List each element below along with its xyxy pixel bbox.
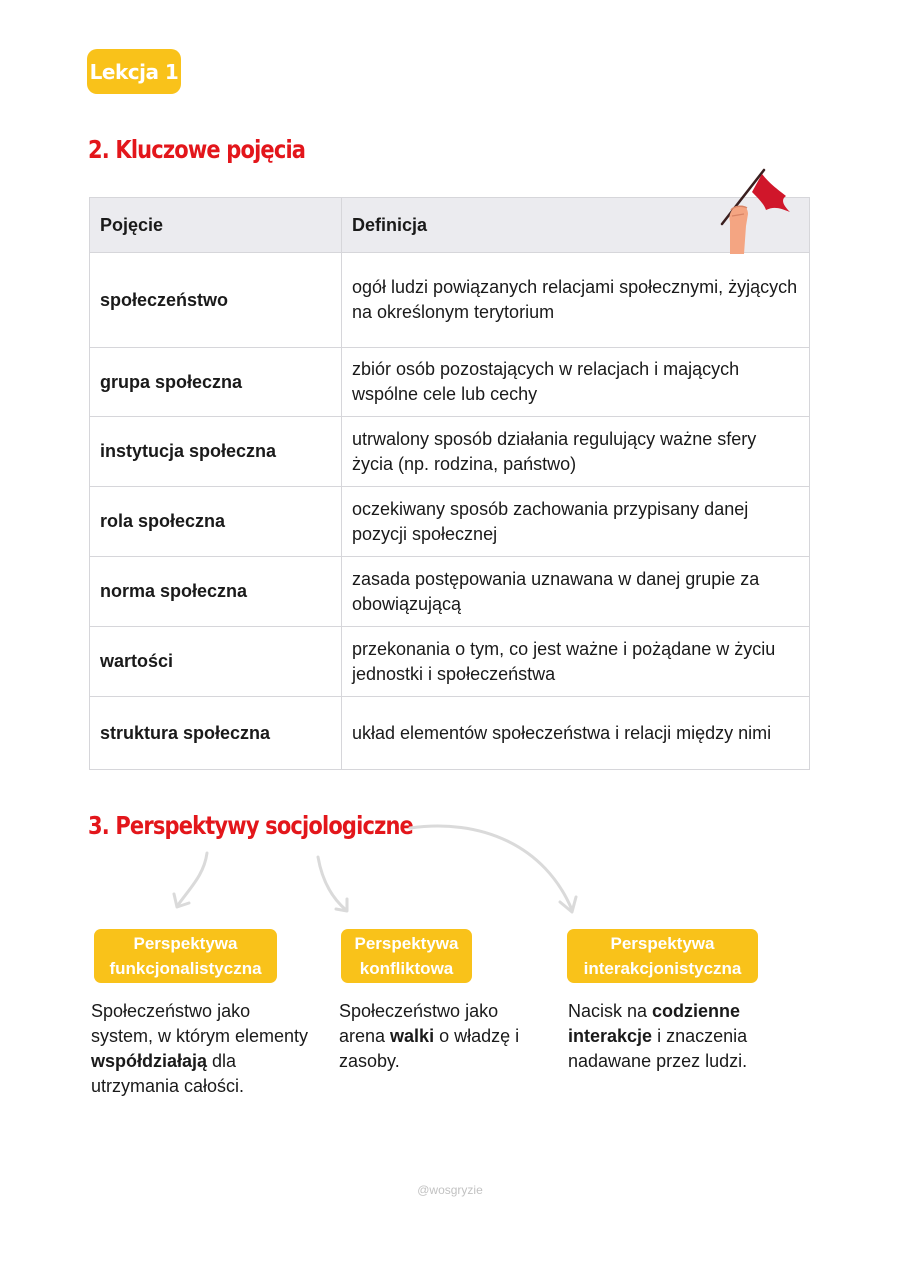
desc-functionalist [91,999,311,1099]
tag-line1: Perspektywa [354,934,459,953]
tag-conflict-perspective [341,929,472,983]
tag-line1: Perspektywa [133,934,238,953]
term-cell: struktura społeczna [90,697,342,770]
table-row [90,627,810,697]
tag-line2: konfliktowa [359,959,454,978]
term-cell: wartości [90,627,342,697]
column-header-definition: Definicja [342,198,810,253]
hand-flag-icon [714,166,794,254]
tag-line2: interakcjonistyczna [583,959,742,978]
desc-bold-text: codzienne interakcje [568,1001,741,1046]
term-cell: rola społeczna [90,487,342,557]
lesson-badge: Lekcja 1 [87,49,181,94]
table-row [90,417,810,487]
tag-line1: Perspektywa [610,934,715,953]
arrow-to-functionalist [178,853,207,905]
section-title-perspectives: 3. Perspektywy socjologiczne [88,811,413,840]
term-cell: norma społeczna [90,557,342,627]
desc-text: Społeczeństwo jako arena [339,1001,499,1046]
definition-cell: przekonania o tym, co jest ważne i pożądane w życiu jednostki i społeczeństwa [342,627,810,697]
desc-text: dla utrzymania całości. [91,1051,245,1096]
desc-bold-text: współdziałają [91,1051,208,1071]
table-row [90,557,810,627]
tag-functionalist-perspective [94,929,277,983]
desc-bold-text: walki [390,1026,435,1046]
desc-text: Nacisk na [568,1001,653,1021]
table-row [90,348,810,417]
definition-cell: układ elementów społeczeństwa i relacji między nimi [342,697,810,770]
desc-text: o władzę i zasoby. [339,1026,520,1071]
definition-cell: ogół ludzi powiązanych relacjami społecznymi, żyjących na określonym terytorium [342,253,810,348]
arrow-to-interactionist [410,826,572,910]
term-cell: instytucja społeczna [90,417,342,487]
definition-cell: zasada postępowania uznawana w danej grupie za obowiązującą [342,557,810,627]
footer-handle: @wosgryzie [417,1183,483,1197]
arrow-to-conflict [318,857,346,910]
table-row [90,253,810,348]
table-header-row [90,198,810,253]
table-row [90,487,810,557]
desc-interactionist [568,999,773,1074]
term-cell: grupa społeczna [90,348,342,417]
tag-interactionist-perspective [567,929,758,983]
desc-text: Społeczeństwo jako system, w którym elementy [91,1001,309,1046]
definition-cell: utrwalony sposób działania regulujący ważne sfery życia (np. rodzina, państwo) [342,417,810,487]
desc-conflict [339,999,534,1074]
tag-line2: funkcjonalistyczna [109,959,262,978]
term-cell: społeczeństwo [90,253,342,348]
table-row [90,697,810,770]
section-title-key-concepts: 2. Kluczowe pojęcia [88,135,306,164]
definition-cell: oczekiwany sposób zachowania przypisany danej pozycji społecznej [342,487,810,557]
desc-text: i znaczenia nadawane przez ludzi. [568,1026,748,1071]
column-header-term: Pojęcie [90,198,342,253]
concepts-table [89,197,810,770]
definition-cell: zbiór osób pozostających w relacjach i mających wspólne cele lub cechy [342,348,810,417]
